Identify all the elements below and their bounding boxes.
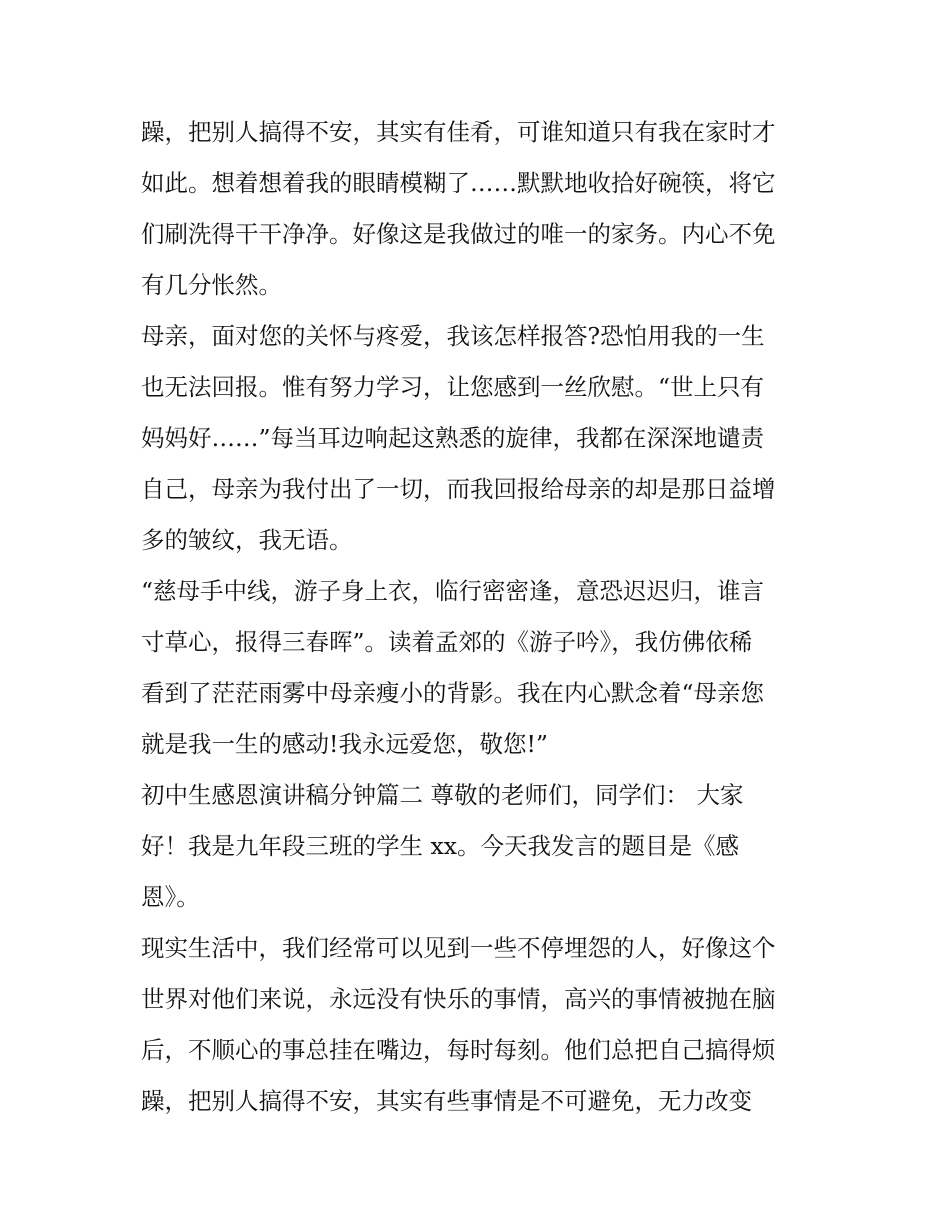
text-line: 现实生活中，我们经常可以见到一些不停埋怨的人，好像这个 — [141, 934, 776, 962]
text-line: 躁，把别人搞得不安，其实有佳肴，可谁知道只有我在家时才 — [141, 118, 776, 146]
text-line: 妈妈好……”每当耳边响起这熟悉的旋律，我都在深深地谴责 — [141, 424, 765, 452]
text-line: 躁，把别人搞得不安，其实有些事情是不可避免，无力改变 — [141, 1087, 752, 1115]
text-line: 就是我一生的感动!我永远爱您，敬您!” — [141, 730, 548, 758]
text-line: 也无法回报。惟有努力学习，让您感到一丝欣慰。“世上只有 — [141, 373, 765, 401]
text-line: 母亲，面对您的关怀与疼爱，我该怎样报答?恐怕用我的一生 — [141, 322, 765, 350]
text-line: 世界对他们来说，永远没有快乐的事情，高兴的事情被抛在脑 — [141, 985, 776, 1013]
text-line: 自己，母亲为我付出了一切，而我回报给母亲的却是那日益增 — [141, 475, 776, 503]
text-line: 初中生感恩演讲稿分钟篇二 尊敬的老师们，同学们： 大家 — [141, 781, 744, 809]
text-line: 寸草心，报得三春晖”。读着孟郊的《游子吟》，我仿佛依稀 — [141, 628, 753, 656]
text-line: 们刷洗得干干净净。好像这是我做过的唯一的家务。内心不免 — [141, 220, 776, 248]
text-line: 有几分怅然。 — [141, 271, 282, 299]
text-line: 后，不顺心的事总挂在嘴边，每时每刻。他们总把自己搞得烦 — [141, 1036, 776, 1064]
text-line: 看到了茫茫雨雾中母亲瘦小的背影。我在内心默念着“母亲您 — [141, 679, 765, 707]
text-line: 好！我是九年段三班的学生 xx。今天我发言的题目是《感 — [141, 832, 739, 860]
body-text — [141, 107, 821, 1127]
text-line: 多的皱纹，我无语。 — [141, 526, 353, 554]
text-line: 恩》。 — [141, 883, 200, 911]
text-line: 如此。想着想着我的眼睛模糊了……默默地收拾好碗筷，将它 — [141, 169, 776, 197]
text-line: “慈母手中线，游子身上衣，临行密密逢，意恐迟迟归，谁言 — [141, 577, 765, 605]
